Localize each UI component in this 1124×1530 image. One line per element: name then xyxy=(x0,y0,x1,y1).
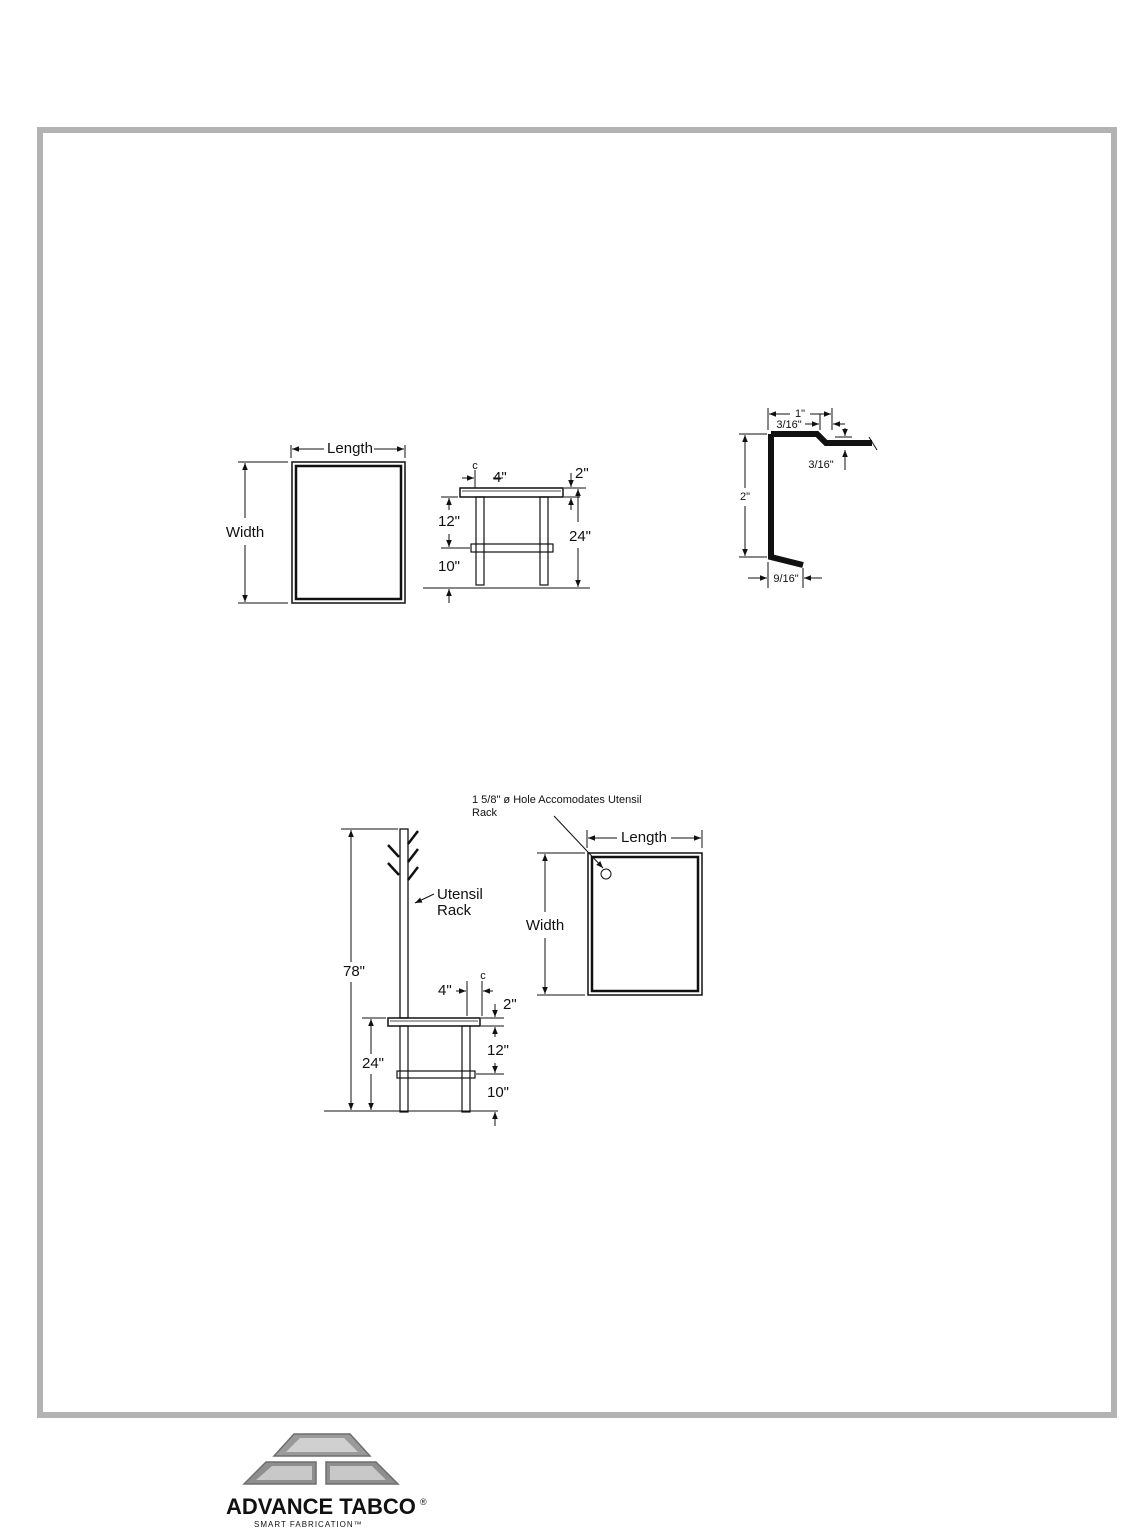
top-edge-dim: 2" xyxy=(575,464,589,482)
rack-edge-dim: 2" xyxy=(503,995,517,1013)
detail-height-dim: 2" xyxy=(739,490,751,503)
rack-callout xyxy=(437,887,507,927)
plan-view-rack xyxy=(537,816,702,995)
detail-bend-dim: 3/16" xyxy=(776,418,802,431)
top-height-dim: 24" xyxy=(568,527,592,545)
rack-overall-dim: 78" xyxy=(342,962,366,980)
top-upper-dim: 12" xyxy=(437,512,461,530)
detail-drop-dim: 3/16" xyxy=(808,458,834,471)
plan-rack-length-label: Length xyxy=(621,828,667,846)
hole-callout xyxy=(472,794,652,822)
rack-upper-dim: 12" xyxy=(487,1041,510,1059)
top-backsplash-dim: 4" xyxy=(493,468,507,486)
registered-mark: ® xyxy=(420,1497,427,1507)
detail-bottom-dim: 9/16" xyxy=(773,572,799,585)
rack-backsplash-dim: 4" xyxy=(438,981,452,999)
top-centerline-mark: c xyxy=(472,459,478,472)
rack-hole xyxy=(601,869,611,879)
plan-top-length-label: Length xyxy=(327,439,373,457)
brand-name: ADVANCE TABCO xyxy=(226,1494,416,1519)
plan-rack-width-label: Width xyxy=(525,916,565,934)
elevation-view-top xyxy=(423,470,590,603)
detail-top-run-dim: 1" xyxy=(794,407,806,420)
rack-lower-dim: 10" xyxy=(487,1083,510,1101)
advance-tabco-logo xyxy=(226,1434,427,1529)
hole-note: 1 5/8" ø Hole Accomodates Utensil Rack xyxy=(472,794,642,819)
brand-tagline: SMART FABRICATION™ xyxy=(254,1520,363,1529)
rack-centerline-mark: c xyxy=(480,969,486,982)
plan-top-width-label: Width xyxy=(225,523,265,541)
rack-table-height-dim: 24" xyxy=(361,1054,385,1072)
top-lower-dim: 10" xyxy=(437,557,461,575)
edge-profile-detail xyxy=(739,408,877,588)
utensil-rack-label: Utensil Rack xyxy=(437,887,483,919)
